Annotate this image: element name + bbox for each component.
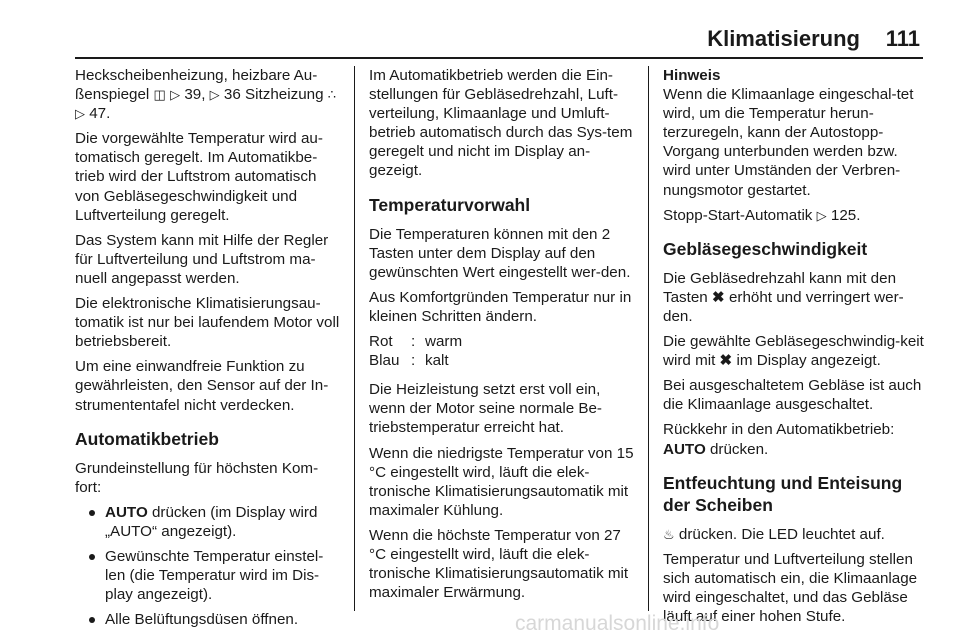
- definition-term: Blau: [369, 352, 400, 370]
- bullet-icon: [89, 510, 95, 516]
- page-reference-icon[interactable]: ▷: [209, 87, 220, 103]
- note-title: Hinweis: [663, 67, 721, 84]
- fan-icon: ✖: [711, 288, 725, 306]
- paragraph: Die vorgewählte Temperatur wird au-tomatisch geregelt. Im Automatikbe-trieb wird der Luftstrom automatisch von Gebläsegeschwindigkeit und Luftverteilung geregelt.: [75, 130, 323, 224]
- paragraph: Stopp-Start-Automatik ▷ 125.: [663, 206, 861, 224]
- list-item: Gewünschte Temperatur einstel-len (die Temperatur wird im Dis-play angezeigt).: [75, 547, 343, 604]
- column-3: [663, 66, 925, 632]
- paragraph: Im Automatikbetrieb werden die Ein-stellungen für Gebläsedrehzahl, Luft-verteilung, Klimaanlage und Umluft-betrieb automatisch durch das Sys-tem geregelt und nicht im Display an-gezeigt.: [369, 67, 633, 180]
- definition-desc: warm: [425, 333, 463, 351]
- definition-desc: kalt: [425, 352, 449, 370]
- page-number: 111: [885, 26, 920, 51]
- paragraph: Die Gebläsedrehzahl kann mit den Tasten ✖ erhöht und verringert wer-den.: [663, 269, 904, 325]
- bullet-icon: [89, 617, 95, 623]
- chapter-title: Klimatisierung: [707, 26, 860, 51]
- paragraph: Wenn die niedrigste Temperatur von 15 °C eingestellt wird, läuft die elek-tronische Klimatisierungsautomatik mit maximaler Kühlung.: [369, 444, 634, 519]
- note-box: [663, 66, 925, 200]
- section-heading: Temperaturvorwahl: [369, 194, 531, 215]
- bullet-icon: [89, 554, 95, 560]
- page-header: [0, 0, 960, 58]
- note-text: Wenn die Klimaanlage eingeschal-tet wird, um die Temperatur herun-terzuregeln, kann der Autostopp-Vorgang unterbunden werden bzw. wird unter Umständen der Verbren-nungsmotor gestartet.: [663, 86, 914, 199]
- page-reference-icon[interactable]: ▷: [170, 87, 181, 103]
- heated-seat-icon: ∴: [327, 87, 337, 103]
- paragraph: Die elektronische Klimatisierungsau-tomatik ist nur bei laufendem Motor voll betriebsbereit.: [75, 295, 340, 351]
- definition-separator: :: [411, 333, 416, 351]
- section-heading: Entfeuchtung und Enteisung der Scheiben: [663, 472, 903, 515]
- page-reference-icon[interactable]: ▷: [816, 207, 827, 223]
- paragraph: Aus Komfortgründen Temperatur nur in kleinen Schritten ändern.: [369, 288, 632, 325]
- paragraph: Das System kann mit Hilfe der Regler für Luftverteilung und Luftstrom ma-nuell angepasst werden.: [75, 231, 329, 287]
- definition-separator: :: [411, 352, 416, 370]
- bullet-list: [75, 503, 343, 630]
- column-divider-1: [354, 66, 355, 611]
- section-heading: Gebläsegeschwindigkeit: [663, 238, 868, 259]
- paragraph: Heckscheibenheizung, heizbare Au- ßenspiegel ◫ ▷ 39, ▷ 36 Sitzheizung ∴ ▷ 47.: [75, 67, 337, 123]
- header-divider: [75, 57, 923, 59]
- paragraph: Um eine einwandfreie Funktion zu gewährleisten, den Sensor auf der In-strumententafel nicht verdecken.: [75, 358, 329, 414]
- fan-icon: ✖: [719, 352, 733, 370]
- list-item: AUTO drücken (im Display wird „AUTO“ angezeigt).: [75, 503, 343, 541]
- definition-term: Rot: [369, 333, 393, 351]
- column-2: [369, 66, 637, 608]
- heated-mirror-icon: ◫: [153, 87, 166, 103]
- paragraph: Rückkehr in den Automatikbetrieb: AUTO drücken.: [663, 421, 895, 458]
- paragraph: Wenn die höchste Temperatur von 27 °C eingestellt wird, läuft die elek-tronische Klimatisierungsautomatik mit maximaler Erwärmung.: [369, 526, 629, 602]
- page-reference-icon[interactable]: ▷: [75, 106, 85, 122]
- paragraph: Die gewählte Gebläsegeschwindig-keit wird mit ✖ im Display angezeigt.: [663, 333, 924, 370]
- paragraph: ♨ drücken. Die LED leuchtet auf.: [663, 525, 885, 543]
- definition-list: [369, 332, 637, 370]
- list-item: Alle Belüftungsdüsen öffnen.: [75, 610, 343, 629]
- column-divider-2: [648, 66, 649, 611]
- section-heading: Automatikbetrieb: [75, 428, 219, 449]
- column-1: [75, 66, 343, 635]
- paragraph: Bei ausgeschaltetem Gebläse ist auch die Klimaanlage ausgeschaltet.: [663, 377, 922, 414]
- paragraph: Die Heizleistung setzt erst voll ein, wenn der Motor seine normale Be-triebstemperatur erreicht hat.: [369, 381, 602, 437]
- paragraph: Grundeinstellung für höchsten Kom-fort:: [75, 459, 319, 496]
- paragraph: Temperatur und Luftverteilung stellen sich automatisch ein, die Klimaanlage wird eingeschaltet, und das Gebläse läuft auf einer hohen Stufe.: [663, 550, 918, 625]
- paragraph: Die Temperaturen können mit den 2 Tasten unter dem Display auf den gewünschten Wert eingestellt wer-den.: [369, 225, 631, 281]
- windscreen-defrost-icon: ♨: [663, 526, 675, 542]
- watermark: carmanualsonline.info: [515, 612, 720, 635]
